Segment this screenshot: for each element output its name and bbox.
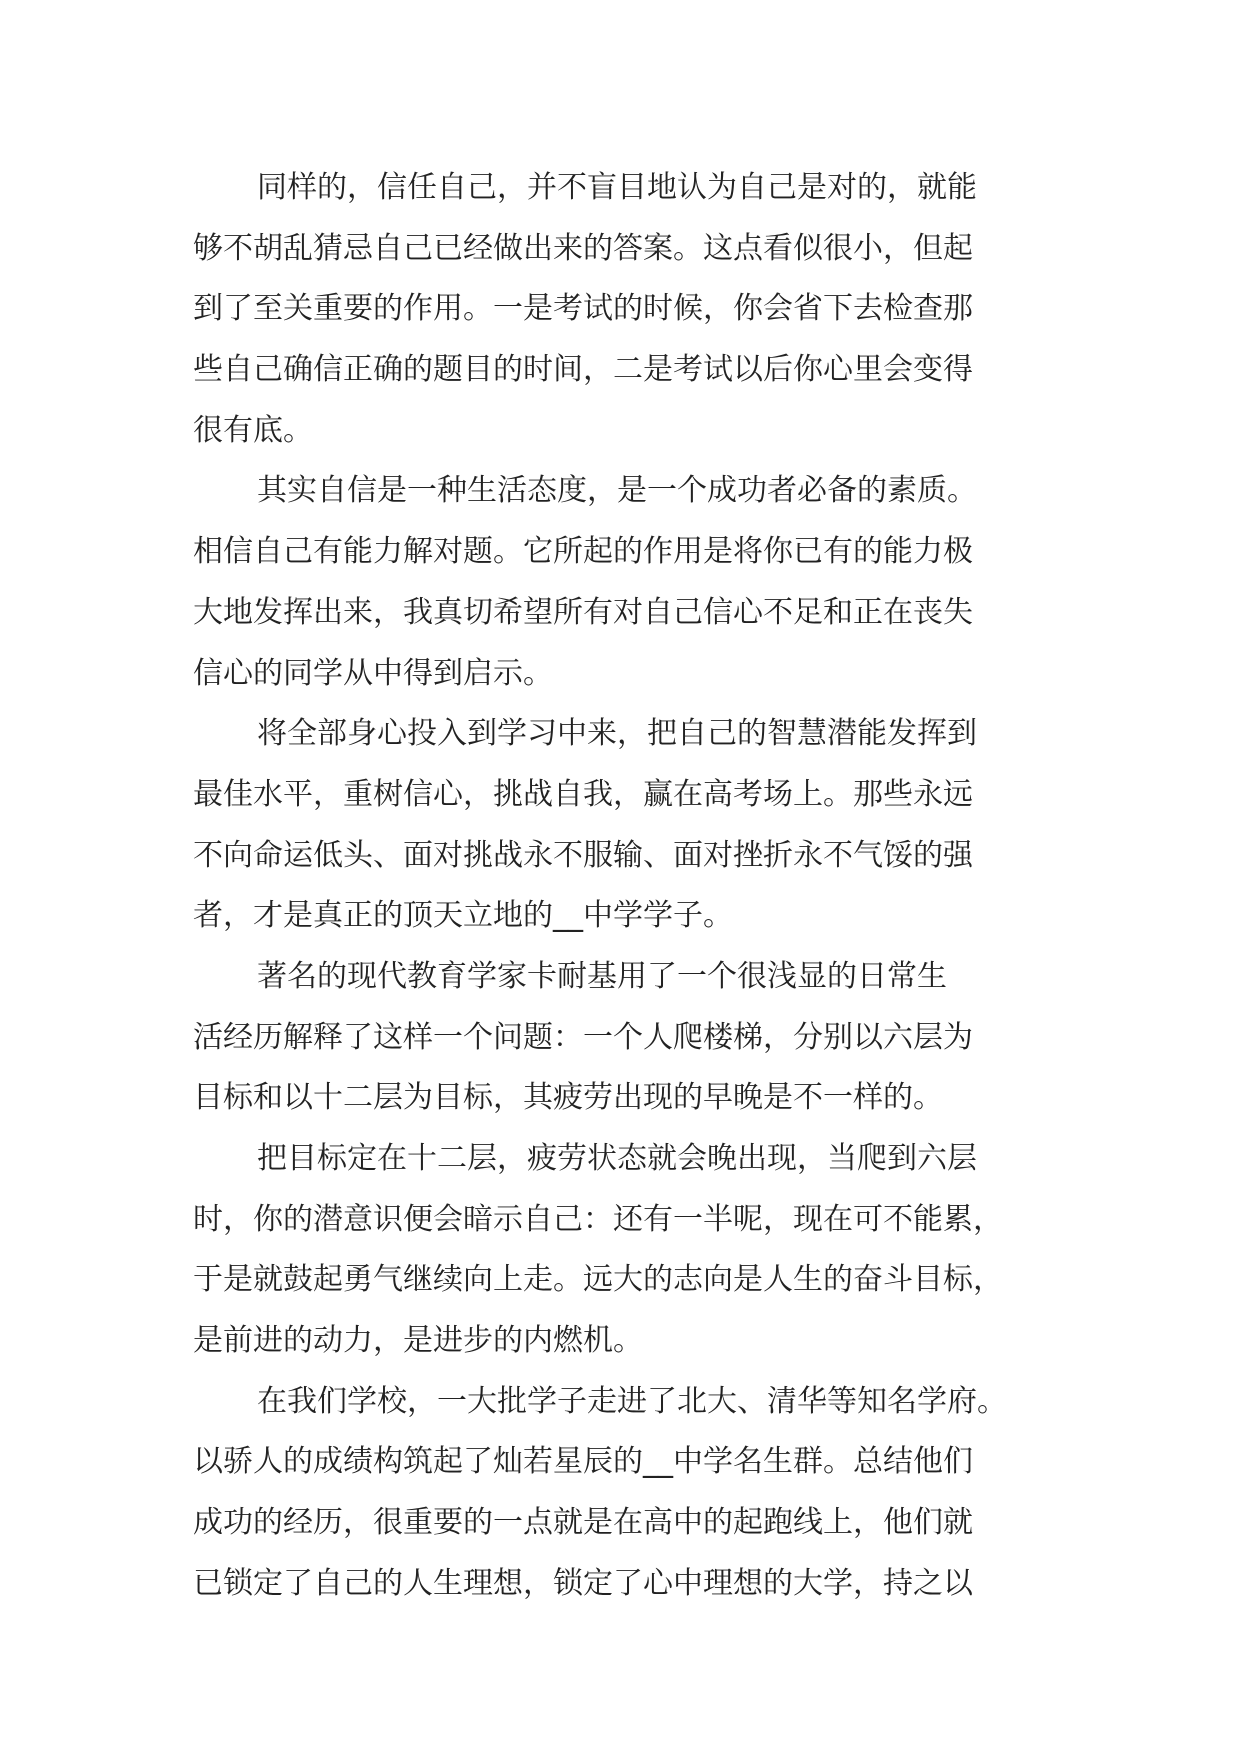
paragraph-line: 活经历解释了这样一个问题：一个人爬楼梯，分别以六层为 (193, 1019, 973, 1055)
paragraph-line: 同样的，信任自己，并不盲目地认为自己是对的，就能 (257, 170, 977, 205)
paragraph (193, 461, 1073, 704)
paragraph-line: 目标和以十二层为目标，其疲劳出现的早晚是不一样的。 (193, 1080, 943, 1116)
paragraph-line: 把目标定在十二层，疲劳状态就会晚出现，当爬到六层 (257, 1141, 977, 1176)
paragraph-line: 以骄人的成绩构筑起了灿若星辰的__中学名生群。总结他们 (193, 1444, 973, 1480)
paragraph-line: 在我们学校，一大批学子走进了北大、清华等知名学府。 (257, 1383, 1007, 1419)
paragraph-line: 者，才是真正的顶天立地的__中学学子。 (193, 898, 733, 934)
paragraph-line: 大地发挥出来，我真切希望所有对自己信心不足和正在丧失 (193, 594, 973, 630)
paragraph-line: 很有底。 (193, 412, 313, 448)
paragraph-line: 将全部身心投入到学习中来，把自己的智慧潜能发挥到 (257, 716, 977, 752)
paragraph-line: 于是就鼓起勇气继续向上走。远大的志向是人生的奋斗目标， (193, 1262, 1003, 1298)
paragraph (193, 947, 1073, 1129)
paragraph-line: 信心的同学从中得到启示。 (193, 655, 553, 691)
paragraph-line: 到了至关重要的作用。一是考试的时候，你会省下去检查那 (193, 291, 973, 327)
paragraph (193, 704, 1073, 947)
paragraph-line: 相信自己有能力解对题。它所起的作用是将你已有的能力极 (193, 534, 973, 570)
paragraph-line: 够不胡乱猜忌自己已经做出来的答案。这点看似很小，但起 (193, 230, 973, 266)
paragraph (193, 1129, 1073, 1372)
paragraph-line: 不向命运低头、面对挑战永不服输、面对挫折永不气馁的强 (193, 837, 973, 873)
paragraph-line: 最佳水平，重树信心，挑战自我，赢在高考场上。那些永远 (193, 776, 973, 812)
body-text (193, 158, 1073, 1615)
paragraph-line: 成功的经历，很重要的一点就是在高中的起跑线上，他们就 (193, 1505, 973, 1541)
paragraph-line: 时，你的潜意识便会暗示自己：还有一半呢，现在可不能累， (193, 1201, 1003, 1237)
paragraph (193, 158, 1073, 461)
paragraph-line: 其实自信是一种生活态度，是一个成功者必备的素质。 (257, 473, 977, 509)
paragraph-line: 些自己确信正确的题目的时间，二是考试以后你心里会变得 (193, 352, 973, 388)
paragraph-line: 著名的现代教育学家卡耐基用了一个很浅显的日常生 (257, 958, 947, 994)
paragraph-line: 是前进的动力，是进步的内燃机。 (193, 1323, 643, 1359)
paragraph (193, 1372, 1073, 1615)
paragraph-line: 已锁定了自己的人生理想，锁定了心中理想的大学，持之以 (193, 1565, 973, 1601)
